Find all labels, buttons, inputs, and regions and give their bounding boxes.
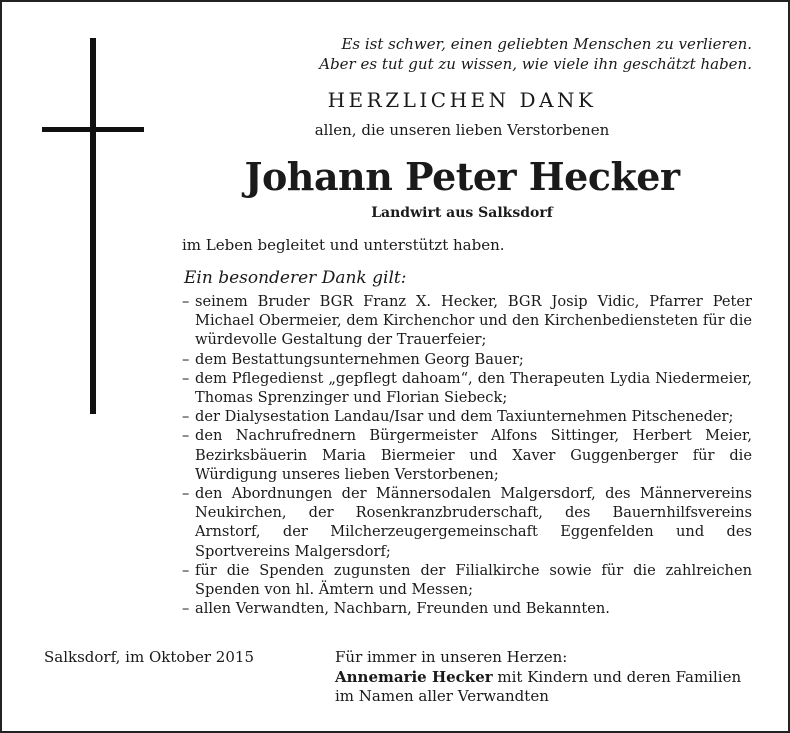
- list-item: [182, 561, 752, 599]
- list-item-text: für die Spenden zugunsten der Filialkirche sowie für die zahlreichen Spenden von hl. Ämtern und Messen;: [195, 561, 752, 599]
- cross-icon-vertical: [90, 38, 96, 414]
- list-item: [182, 369, 752, 407]
- list-dash: –: [182, 427, 190, 445]
- closing-line-2-rest: mit Kindern und deren Familien: [492, 667, 742, 686]
- list-dash: –: [182, 485, 190, 503]
- deceased-occupation: Landwirt aus Salksdorf: [371, 205, 553, 221]
- signer-name: Annemarie Hecker: [335, 667, 493, 686]
- list-item: [182, 292, 752, 350]
- list-dash: –: [182, 600, 190, 618]
- list-item: [182, 426, 752, 484]
- quote-line-1: Es ist schwer, einen geliebten Menschen zu verlieren.: [341, 35, 752, 53]
- closing-line-1: Für immer in unseren Herzen:: [335, 648, 568, 666]
- thanks-title: HERZLICHEN DANK: [327, 88, 597, 112]
- list-dash: –: [182, 293, 190, 310]
- deceased-name: Johann Peter Hecker: [244, 154, 680, 199]
- quote: [292, 34, 752, 74]
- list-item: [182, 599, 752, 618]
- cross-icon-horizontal: [42, 127, 144, 132]
- list-item-text: der Dialysestation Landau/Isar und dem Taxiunternehmen Pitscheneder;: [195, 408, 734, 426]
- list-item-text: dem Bestattungsunternehmen Georg Bauer;: [195, 350, 524, 368]
- list-item: [182, 407, 752, 426]
- quote-line-2: Aber es tut gut zu wissen, wie viele ihn geschätzt haben.: [319, 55, 752, 73]
- list-dash: –: [182, 369, 190, 387]
- list-dash: –: [182, 350, 190, 368]
- list-item-text: den Nachrufrednern Bürgermeister Alfons Sittinger, Herbert Meier, Bezirksbäuerin Maria Biermeier und Xaver Guggenberger für die Würdigung unseres lieben Verstorbenen;: [195, 427, 752, 483]
- list-item-text: den Abordnungen der Männersodalen Malgersdorf, des Männervereins Neukirchen, der Rosenkranzbruderschaft, des Bauernhilfsvereins Arnstorf, der Milcherzeugergemeinschaft Eggenfelden und des Sportvereins Malgersdorf;: [195, 485, 752, 560]
- list-item-text: allen Verwandten, Nachbarn, Freunden und Bekannten.: [195, 600, 610, 618]
- supported-text: im Leben begleitet und unterstützt haben.: [182, 236, 505, 254]
- intro-text: allen, die unseren lieben Verstorbenen: [314, 121, 610, 139]
- closing-line-3: im Namen aller Verwandten: [335, 687, 549, 705]
- list-dash: –: [182, 561, 190, 579]
- closing-line-2: [335, 668, 741, 688]
- list-item-text: seinem Bruder BGR Franz X. Hecker, BGR Josip Vidic, Pfarrer Peter Michael Obermeier, dem Kirchenchor und den Kirchenbediensteten für die würdevolle Gestaltung der Trauerfeier;: [195, 293, 752, 349]
- special-thanks-heading: Ein besonderer Dank gilt:: [184, 268, 407, 288]
- place-date: Salksdorf, im Oktober 2015: [44, 648, 254, 666]
- closing-signature: [335, 648, 741, 707]
- list-dash: –: [182, 408, 190, 426]
- list-item: [182, 484, 752, 561]
- thanks-list: [182, 292, 752, 618]
- list-item: [182, 350, 752, 369]
- list-item-text: dem Pflegedienst „gepflegt dahoam“, den Therapeuten Lydia Niedermeier, Thomas Sprenzinger und Florian Siebeck;: [195, 369, 752, 407]
